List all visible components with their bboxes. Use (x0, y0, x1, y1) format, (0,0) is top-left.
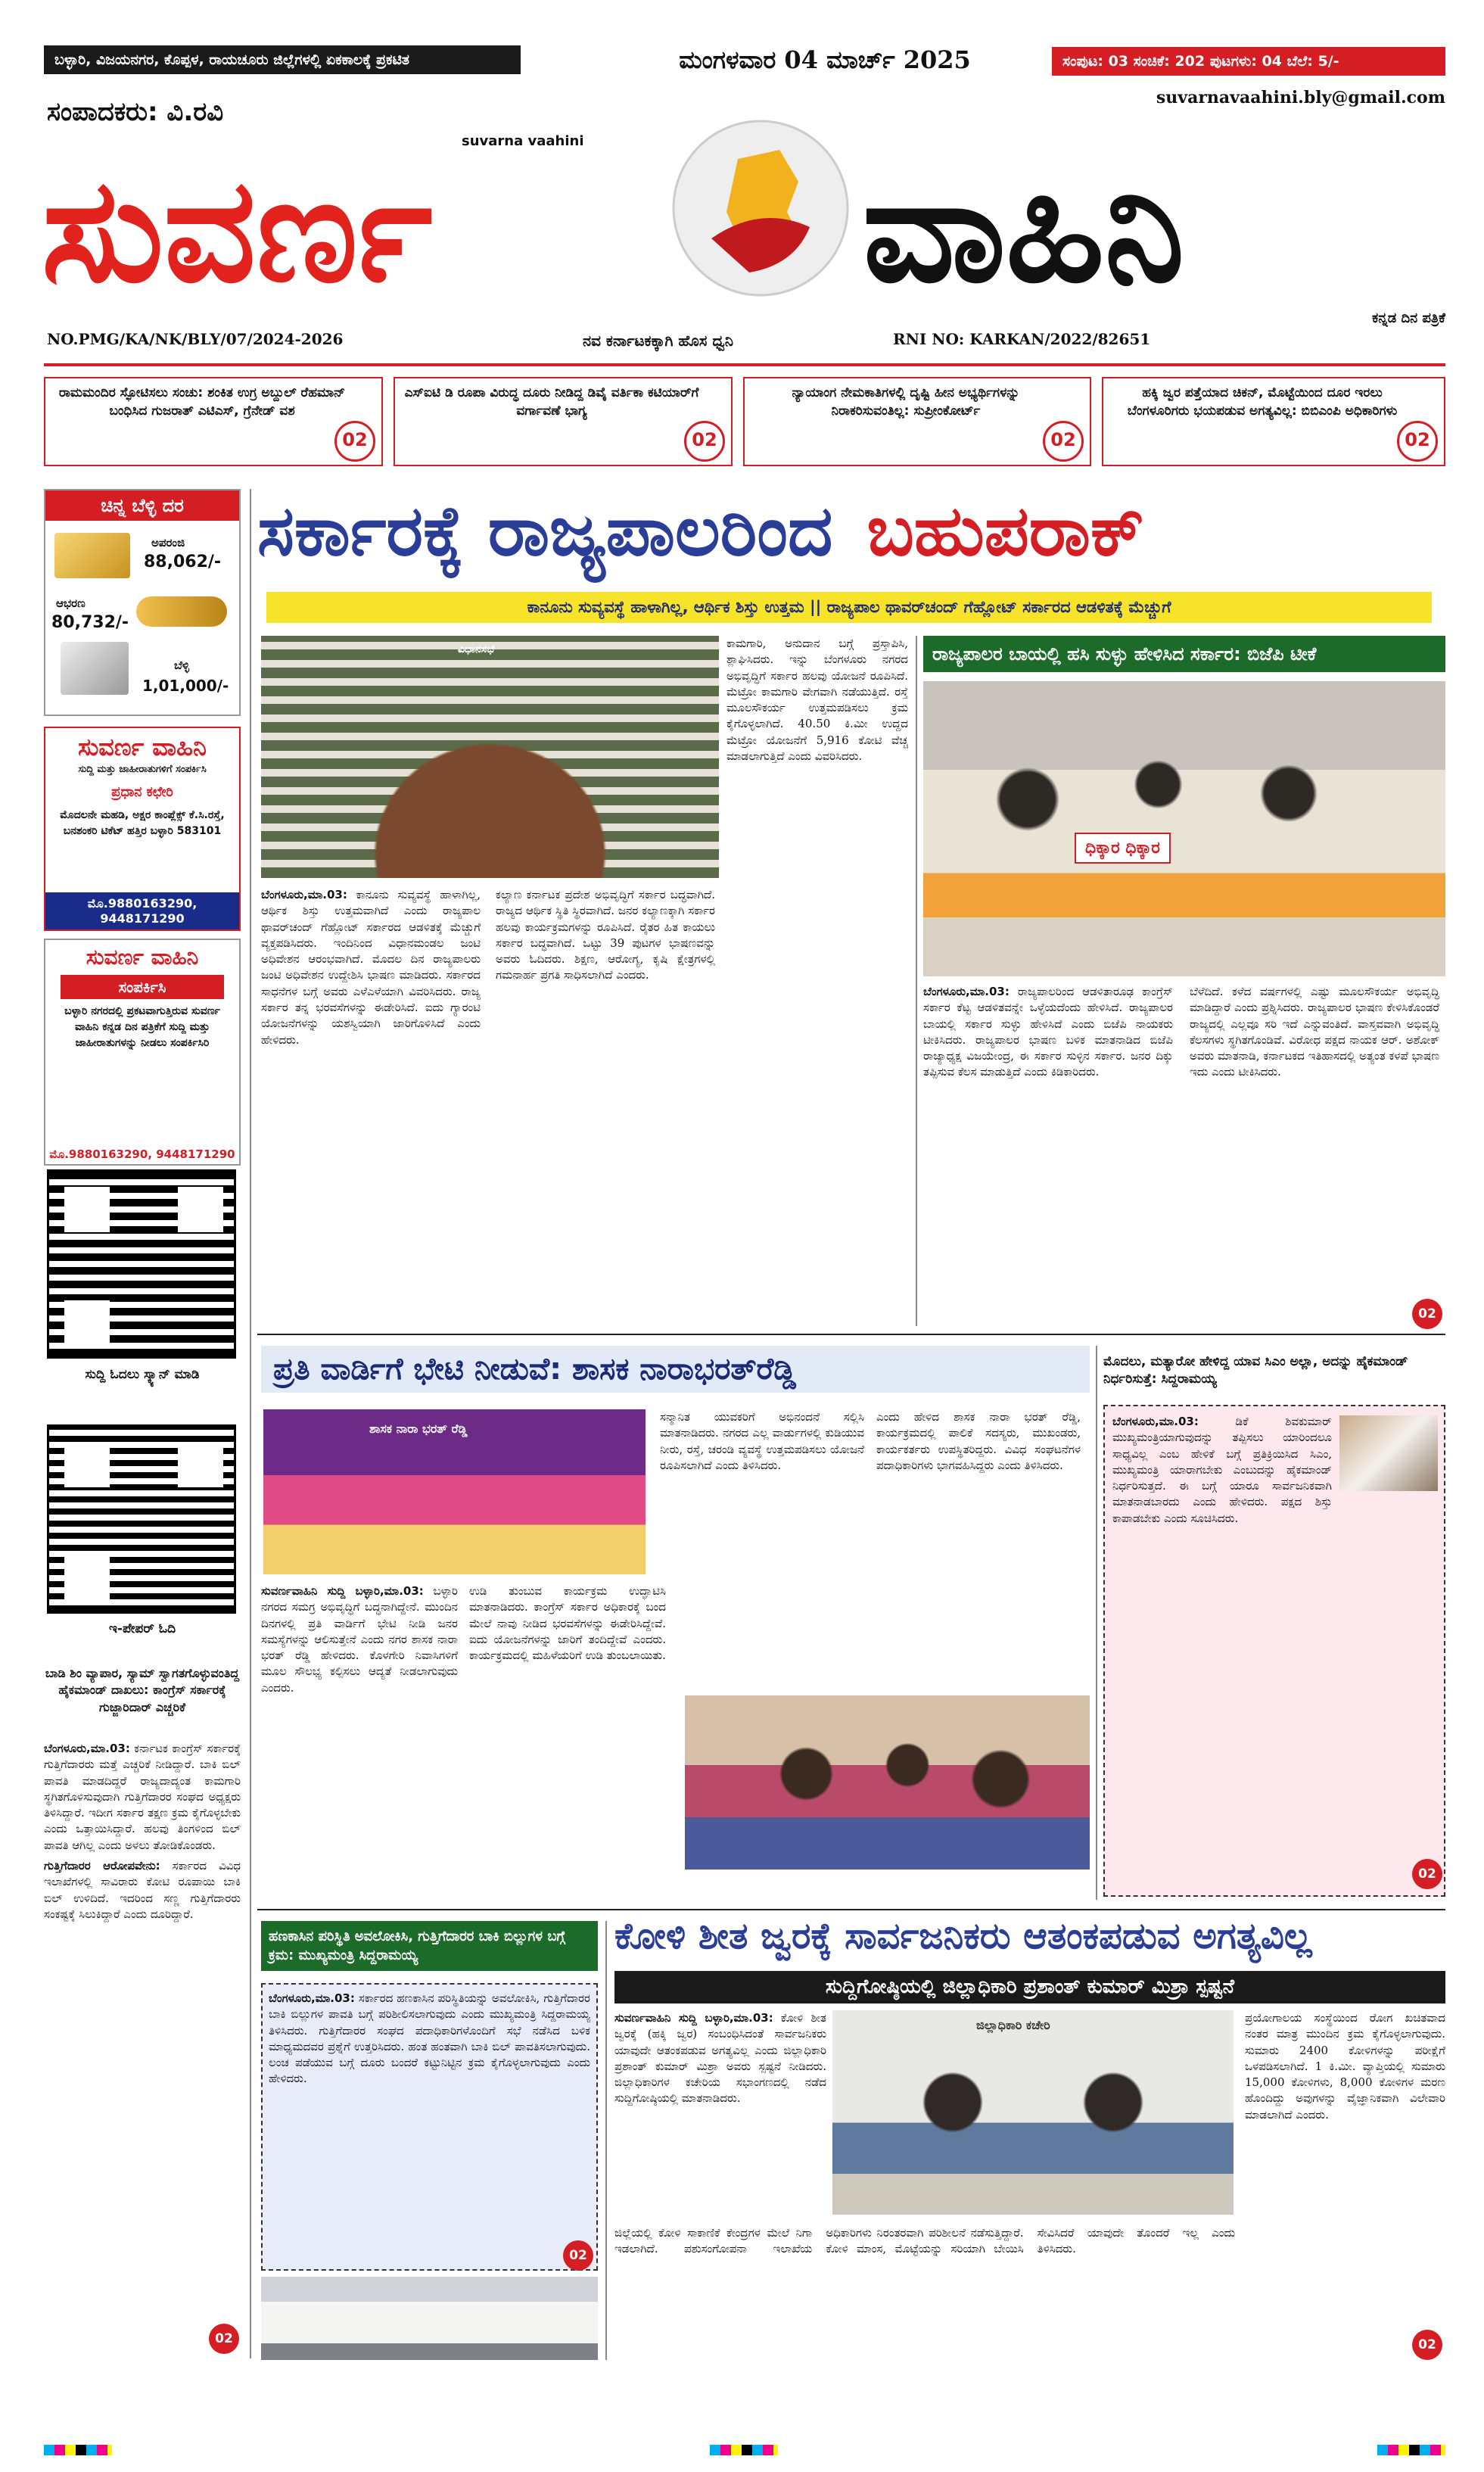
ad-office: ಪ್ರಧಾನ ಕಛೇರಿ (111, 784, 173, 800)
ad-sub: ಸುದ್ದಿ ಮತ್ತು ಜಾಹೀರಾತುಗಳಿಗೆ ಸಂಪರ್ಕಿಸಿ (78, 764, 207, 775)
sidebar-divider (250, 489, 251, 2358)
reg-number: NO.PMG/KA/NK/BLY/07/2024-2026 (47, 330, 344, 348)
lead-divider (916, 636, 917, 1326)
ward-col-4-text: ಎಂದು ಹೇಳಿದ ಶಾಸಕ ನಾರಾ ಭರತ್ ರೆಡ್ಡಿ, ಕಾರ್ಯಕ್ರಮದಲ್ಲಿ ಪಾಲಿಕೆ ಸದಸ್ಯರು, ಮುಖಂಡರು, ಕಾರ್ಯಕರ್ತರು ಉಪಸ್ಥಿತರಿದ್ದರು. ವಿವಿಧ ಸಂಘಟನೆಗಳ ಪದಾಧಿಕಾರಿಗಳು ಭಾಗವಹಿಸಿದ್ದರು ಎಂದು ತಿಳಿಸಿದರು. (876, 1410, 1081, 1472)
teaser-page: 02 (1397, 421, 1438, 462)
lead-headline (257, 490, 1445, 574)
lead-dateline: ಬೆಂಗಳೂರು,ಮಾ.03: (261, 888, 347, 901)
silver-bars-icon (61, 642, 129, 695)
ad-brand: ಸುವರ್ಣ ವಾಹಿನಿ (78, 733, 207, 761)
left-story-body (44, 1741, 241, 2316)
bird-flu-col-2 (614, 2225, 1235, 2360)
contract-box (261, 1983, 598, 2271)
silver-label: ಬೆಳ್ಳಿ (174, 658, 189, 672)
ward-col-1 (261, 1583, 458, 1901)
cm-photo (1339, 1415, 1438, 1491)
press-meet-photo (832, 2010, 1234, 2215)
logo-left: ಸುವರ್ಣ (42, 147, 433, 314)
ward-stage-banner: ಶಾಸಕ ನಾರಾ ಭರತ್ ರೆಡ್ಡಿ (369, 1421, 468, 1436)
bjp-protest-photo (923, 681, 1445, 976)
cm-note-box (1103, 1405, 1445, 1897)
small-brand: suvarna vaahini (462, 133, 584, 149)
bjp-col-2-text: ಬೆಳೆದಿದೆ. ಕಳೆದ ವರ್ಷಗಳಲ್ಲಿ ಎಷ್ಟು ಮೂಲಸೌಕರ್ಯ ಅಭಿವೃದ್ಧಿ ಮಾಡಿದ್ದಾರೆ ಎಂದು ಪ್ರಶ್ನಿಸಿದರು. ರಾಜ್ಯಪಾಲರ ಭಾಷಣ ಕೇಳಿಸಿಕೊಂಡರೆ ರಾಜ್ಯದಲ್ಲಿ ಎಲ್ಲವೂ ಸರಿ ಇದೆ ಎನ್ನುವಂತಿದೆ. ವಾಸ್ತವವಾಗಿ ಅಭಿವೃದ್ಧಿ ಕೆಲಸಗಳು ಸ್ಥಗಿತಗೊಂಡಿವೆ. ವಿರೋಧ ಪಕ್ಷದ ನಾಯಕ ಆರ್. ಅಶೋಕ್ ಅವರು ಮಾತನಾಡಿ, ಕರ್ನಾಟಕದ ಇತಿಹಾಸದಲ್ಲಿ ಅತ್ಯಂತ ಕಳಪೆ ಭಾಷಣ ಇದು ಎಂದು ಟೀಕಿಸಿದರು. (1190, 985, 1439, 1079)
teaser-text: ಹಕ್ಕಿ ಜ್ವರ ಪತ್ತೆಯಾದ ಚಿಕನ್, ಮೊಟ್ಟೆಯಿಂದ ದೂರ ಇರಲು ಬೆಂಗಳೂರಿಗರು ಭಯಪಡುವ ಅಗತ್ಯವಿಲ್ಲ: ಬಿಬಿಎಂಪಿ ಅಧಿಕಾರಿಗಳು (1127, 385, 1398, 419)
bird-flu-col-3-text: ಪ್ರಯೋಗಾಲಯ ಸಂಸ್ಥೆಯಿಂದ ರೋಗ ಖಚಿತವಾದ ನಂತರ ಮಾತ್ರ ಮುಂದಿನ ಕ್ರಮ ಕೈಗೊಳ್ಳಲಾಗುವುದು. ಸುಮಾರು 2400 ಕೋಳಿಗಳನ್ನು ಪರೀಕ್ಷೆಗೆ ಒಳಪಡಿಸಲಾಗಿದೆ. 1 ಕಿ.ಮೀ. ವ್ಯಾಪ್ತಿಯಲ್ಲಿ ಸುಮಾರು 15,000 ಕೋಳಿಗಳು, 8,000 ಕೋಳಿಗಳ ಮರಣ ಹೊಂದಿದ್ದು ಅವುಗಳನ್ನು ವೈಜ್ಞಾನಿಕವಾಗಿ ವಿಲೇವಾರಿ ಮಾಡಲಾಗಿದೆ ಎಂದರು. (1245, 2011, 1445, 2122)
bird-flu-col-3 (1245, 2010, 1445, 2351)
teaser-text: ರಾಮಮಂದಿರ ಸ್ಫೋಟಿಸಲು ಸಂಚು: ಶಂಕಿತ ಉಗ್ರ ಅಬ್ದುಲ್ ರೆಹಮಾನ್ ಬಂಧಿಸಿದ ಗುಜರಾತ್ ಎಟಿಎಸ್, ಗ್ರೆನೇಡ್ ವಶ (58, 385, 346, 419)
cm-note-text: ಡಿಕೆ ಶಿವಕುಮಾರ್ ಮುಖ್ಯಮಂತ್ರಿಯಾಗುವುದನ್ನು ತಪ್ಪಿಸಲು ಯಾರಿಂದಲೂ ಸಾಧ್ಯವಿಲ್ಲ ಎಂಬ ಹೇಳಿಕೆ ಬಗ್ಗೆ ಪ್ರತಿಕ್ರಿಯಿಸಿದ ಸಿಎಂ, ಮುಖ್ಯಮಂತ್ರಿ ಯಾರಾಗಬೇಕು ಎಂಬುದನ್ನು ಹೈಕಮಾಂಡ್ ನಿರ್ಧರಿಸುತ್ತದೆ. ಈ ಬಗ್ಗೆ ಯಾರೂ ಸಾರ್ವಜನಿಕವಾಗಿ ಮಾತನಾಡಬಾರದು ಎಂದು ಹೇಳಿದರು. ಪಕ್ಷದ ಶಿಸ್ತು ಕಾಪಾಡಬೇಕು ಎಂದು ಸೂಚಿಸಿದರು. (1112, 1415, 1332, 1525)
ad-phone: ಮೊ.9880163290, 9448171290 (45, 892, 239, 929)
cm-note-body (1112, 1414, 1332, 1883)
teaser-page: 02 (334, 421, 375, 462)
bjp-col-1-text: ರಾಜ್ಯಪಾಲರಿಂದ ಆಡಳಿತಾರೂಢ ಕಾಂಗ್ರೆಸ್ ಸರ್ಕಾರ ಕೆಟ್ಟ ಆಡಳಿತವನ್ನೇ ಒಳ್ಳೆಯದೆಂದು ಹೇಳಿಸಿದೆ. ರಾಜ್ಯಪಾಲರ ಬಾಯಲ್ಲಿ ಸರ್ಕಾರ ಸುಳ್ಳು ಹೇಳಿಸಿದೆ ಎಂದು ಬಿಜೆಪಿ ನಾಯಕರು ಟೀಕಿಸಿದರು. ರಾಜ್ಯಪಾಲರ ಭಾಷಣ ಬಳಿಕ ಮಾತನಾಡಿದ ಬಿಜೆಪಿ ರಾಜ್ಯಾಧ್ಯಕ್ಷ ವಿಜಯೇಂದ್ರ, ಈ ಸರ್ಕಾರ ಸುಳ್ಳಿನ ಸರ್ಕಾರ. ಜನರ ದಿಕ್ಕು ತಪ್ಪಿಸುವ ಕೆಲಸ ಮಾಡುತ್ತಿದೆ ಎಂದು ಕಿಡಿಕಾರಿದರು. (923, 985, 1173, 1079)
contract-body (269, 1991, 590, 2263)
assembly-photo-label: ವಿಧಾನಸಭೆ (458, 643, 495, 655)
tagline: ನವ ಕರ್ನಾಟಕಕ್ಕಾಗಿ ಹೊಸ ಧ್ವನಿ (583, 332, 734, 350)
bird-flu-col-1 (614, 2010, 826, 2165)
bird-flu-col-2-text: ಜಿಲ್ಲೆಯಲ್ಲಿ ಕೋಳಿ ಸಾಕಾಣಿಕೆ ಕೇಂದ್ರಗಳ ಮೇಲೆ ನಿಗಾ ಇಡಲಾಗಿದೆ. ಪಶುಸಂಗೋಪನಾ ಇಲಾಖೆಯ ಅಧಿಕಾರಿಗಳು ನಿರಂತರವಾಗಿ ಪರಿಶೀಲನೆ ನಡೆಸುತ್ತಿದ್ದಾರೆ. ಕೋಳಿ ಮಾಂಸ, ಮೊಟ್ಟೆಯನ್ನು ಸರಿಯಾಗಿ ಬೇಯಿಸಿ ಸೇವಿಸಿದರೆ ಯಾವುದೇ ತೊಂದರೆ ಇಲ್ಲ ಎಂದು ತಿಳಿಸಿದರು. (614, 2226, 1235, 2256)
bird-flu-page: 02 (1412, 2330, 1442, 2360)
office-ad (44, 727, 241, 931)
top-left-bar: ಬಳ್ಳಾರಿ, ವಿಜಯನಗರ, ಕೊಪ್ಪಳ, ರಾಯಚೂರು ಜಿಲ್ಲೆಗಳಲ್ಲಿ ಏಕಕಾಲಕ್ಕೆ ಪ್ರಕಟಿತ (44, 45, 521, 74)
rates-box (44, 489, 241, 716)
gold-bars-icon (54, 533, 130, 578)
issue-date: ಮಂಗಳವಾರ 04 ಮಾರ್ಚ್ 2025 (679, 45, 971, 74)
editor-line: ಸಂಪಾದಕರು: ವಿ.ರವಿ (47, 97, 224, 127)
silver-value: 1,01,000/- (142, 677, 229, 695)
left-story-headline: ಬಾಡಿ ಶಿಂ ವ್ಯಾಪಾರ, ಸ್ಯಾಮ್ ಸ್ವಾಗತಗೊಳ್ಳುವಂತಿದ್ದ ಹೈಕಮಾಂಡ್ ದಾಖಲು: ಕಾಂಗ್ರೆಸ್ ಸರ್ಕಾರಕ್ಕೆ ಗುಜ್ಜಾರಿದಾರ್ ಎಚ್ಚರಿಕೆ (45, 1666, 240, 1714)
gold-chain-icon (136, 596, 227, 627)
teaser-text: ಎಸ್‌ಐಟಿ ಡಿ ರೂಪಾ ವಿರುದ್ಧ ದೂರು ನೀಡಿದ್ದ ಡಿವೈ ವರ್ತಿಕಾ ಕಟಿಯಾರ್‌ಗೆ ವರ್ಗಾವಣೆ ಭಾಗ್ಯ (404, 385, 699, 419)
bird-flu-dateline: ಸುವರ್ಣವಾಹಿನಿ ಸುದ್ದಿ ಬಳ್ಳಾರಿ,ಮಾ.03: (614, 2011, 773, 2025)
lead-col-3 (726, 636, 908, 1326)
email[interactable]: suvarnavaahini.bly@gmail.com (1156, 88, 1445, 107)
contract-photo (261, 2277, 598, 2360)
bjp-col-1 (923, 984, 1173, 1326)
left-story-page: 02 (209, 2324, 239, 2354)
cm-note-headline: ಮೊದಲು, ಮತ್ಯಾರೋ ಹೇಳಿದ್ದ ಯಾವ ಸಿಎಂ ಅಲ್ಲಾ, ಅದನ್ನು ಹೈಕಮಾಂಡ್ ನಿರ್ಧರಿಸುತ್ತೆ: ಸಿದ್ದರಾಮಯ್ಯ (1103, 1354, 1408, 1387)
lead-subhead: ಕಾನೂನು ಸುವ್ಯವಸ್ಥೆ ಹಾಳಾಗಿಲ್ಲ, ಆರ್ಥಿಕ ಶಿಸ್ತು ಉತ್ತಮ || ರಾಜ್ಯಪಾಲ ಥಾವರ್‌ಚಂದ್ ಗೆಹ್ಲೋಟ್ ಸರ್ಕಾರದ ಆಡಳಿತಕ್ಕೆ ಮೆಚ್ಚುಗೆ (266, 592, 1432, 623)
qr-code-news[interactable] (47, 1169, 236, 1359)
rates-title: ಚಿನ್ನ ಬೆಳ್ಳಿ ದರ (45, 490, 239, 521)
ad2-title: ಸಂಪರ್ಕಿಸಿ (61, 975, 224, 999)
lower-rule (257, 1909, 1445, 1910)
lead-col-2 (496, 887, 715, 1326)
ward-col-1-text: ಬಳ್ಳಾರಿ ನಗರದ ಸಮಗ್ರ ಅಭಿವೃದ್ಧಿಗೆ ಬದ್ಧನಾಗಿದ್ದೇನೆ. ಮುಂದಿನ ದಿನಗಳಲ್ಲಿ ಪ್ರತಿ ವಾರ್ಡಿಗೆ ಭೇಟಿ ನೀಡಿ ಜನರ ಸಮಸ್ಯೆಗಳನ್ನು ಆಲಿಸುತ್ತೇನೆ ಎಂದು ನಗರ ಶಾಸಕ ನಾರಾ ಭರತ್ ರೆಡ್ಡಿ ಹೇಳಿದರು. ಕೊಳಗೇರಿ ನಿವಾಸಿಗಳಿಗೆ ಮೂಲ ಸೌಲಭ್ಯ ಕಲ್ಪಿಸಲು ಆದ್ಯತೆ ನೀಡಲಾಗುವುದು ಎಂದರು. (261, 1584, 458, 1695)
mid-rule (257, 1334, 1445, 1335)
ward-col-3 (660, 1409, 864, 1689)
teaser-4[interactable] (1102, 377, 1445, 466)
rni-number: RNI NO: KARKAN/2022/82651 (893, 330, 1151, 348)
contract-text: ಸರ್ಕಾರದ ಹಣಕಾಸಿನ ಪರಿಸ್ಥಿತಿಯನ್ನು ಅವಲೋಕಿಸಿ, ಗುತ್ತಿಗೆದಾರರ ಬಾಕಿ ಬಿಲ್ಲುಗಳ ಪಾವತಿ ಬಗ್ಗೆ ಪರಿಶೀಲಿಸಲಾಗುವುದು ಎಂದು ಮುಖ್ಯಮಂತ್ರಿ ಸಿದ್ದರಾಮಯ್ಯ ತಿಳಿಸಿದರು. ಗುತ್ತಿಗೆದಾರರ ಸಂಘದ ಪದಾಧಿಕಾರಿಗಳೊಂದಿಗೆ ಸಭೆ ನಡೆಸಿದ ಬಳಿಕ ಮಾಧ್ಯಮದವರ ಪ್ರಶ್ನೆಗೆ ಉತ್ತರಿಸಿದರು. ಹಂತ ಹಂತವಾಗಿ ಬಾಕಿ ಬಿಲ್ ಪಾವತಿಸಲಾಗುವುದು. ಲಂಚ ಪಡೆಯುವ ಬಗ್ಗೆ ದೂರು ಬಂದರೆ ಕಟ್ಟುನಿಟ್ಟಿನ ಕ್ರಮ ಕೈಗೊಳ್ಳಲಾಗುವುದು ಎಂದು ಹೇಳಿದರು. (269, 1991, 590, 2086)
gold22-value: 80,732/- (51, 613, 129, 632)
protest-sign: ಧಿಕ್ಕಾರ ಧಿಕ್ಕಾರ (1075, 833, 1171, 864)
lead-headline-b: ಬಹುಪರಾಕ್ (866, 490, 1145, 571)
teaser-text: ನ್ಯಾಯಾಂಗ ನೇಮಕಾತಿಗಳಲ್ಲಿ ದೃಷ್ಟಿ ಹೀನ ಅಭ್ಯರ್ಥಿಗಳನ್ನು ನಿರಾಕರಿಸುವಂತಿಲ್ಲ: ಸುಪ್ರೀಂಕೋರ್ಟ್ (792, 385, 1020, 419)
teaser-2[interactable] (394, 377, 733, 466)
left-story-text: ಕರ್ನಾಟಕ ಕಾಂಗ್ರೆಸ್ ಸರ್ಕಾರಕ್ಕೆ ಗುತ್ತಿಗೆದಾರರು ಮತ್ತೆ ಎಚ್ಚರಿಕೆ ನೀಡಿದ್ದಾರೆ. ಬಾಕಿ ಬಿಲ್ ಪಾವತಿ ಮಾಡದಿದ್ದರೆ ರಾಜ್ಯದಾದ್ಯಂತ ಕಾಮಗಾರಿ ಸ್ಥಗಿತಗೊಳಿಸುವುದಾಗಿ ಗುತ್ತಿಗೆದಾರರ ಸಂಘದ ಅಧ್ಯಕ್ಷರು ತಿಳಿಸಿದ್ದಾರೆ. ಇದೀಗ ಸರ್ಕಾರ ತಕ್ಷಣ ಕ್ರಮ ಕೈಗೊಳ್ಳಬೇಕು ಎಂದು ಒತ್ತಾಯಿಸಿದ್ದಾರೆ. ಹಲವು ತಿಂಗಳಿಂದ ಬಿಲ್ ಪಾವತಿ ಆಗಿಲ್ಲ ಎಂದು ಅಳಲು ತೋಡಿಕೊಂಡರು. (44, 1742, 241, 1852)
gold24-value: 88,062/- (144, 553, 222, 571)
qr-caption-news: ಸುದ್ದಿ ಓದಲು ಸ್ಕ್ಯಾನ್ ಮಾಡಿ (85, 1367, 200, 1382)
left-story-subhead: ಗುತ್ತಿಗೆದಾರರ ಆರೋಪವೇನು: (44, 1859, 160, 1873)
ward-divider (1096, 1346, 1097, 1900)
ad2-body: ಬಳ್ಳಾರಿ ನಗರದಲ್ಲಿ ಪ್ರಕಟವಾಗುತ್ತಿರುವ ಸುವರ್ಣ ವಾಹಿನಿ ಕನ್ನಡ ದಿನ ಪತ್ರಿಕೆಗೆ ಸುದ್ದಿ ಮತ್ತು ಜಾಹೀರಾತುಗಳನ್ನು ನೀಡಲು ಸಂಪರ್ಕಿಸಿರಿ (64, 1005, 220, 1049)
ward-stage-photo (263, 1409, 646, 1574)
assembly-photo (261, 636, 719, 878)
bjp-page: 02 (1412, 1299, 1442, 1329)
contract-page: 02 (563, 2240, 593, 2271)
teaser-3[interactable] (743, 377, 1091, 466)
lead-headline-a: ಸರ್ಕಾರಕ್ಕೆ ರಾಜ್ಯಪಾಲರಿಂದ (257, 490, 833, 571)
ward-headline: ಪ್ರತಿ ವಾರ್ಡಿಗೆ ಭೇಟಿ ನೀಡುವೆ: ಶಾಸಕ ನಾರಾಭರತ್‌ರೆಡ್ಡಿ (261, 1346, 1090, 1393)
gold24-label: ಅಪರಂಜಿ (151, 536, 185, 550)
bjp-dateline: ಬೆಂಗಳೂರು,ಮಾ.03: (923, 985, 1010, 998)
contract-divider (605, 1921, 607, 2360)
ad2-phone: ಮೊ.9880163290, 9448171290 (49, 1147, 235, 1161)
masthead-rule (44, 363, 1445, 366)
daily-label: ಕನ್ನಡ ದಿನ ಪತ್ರಿಕೆ (1372, 310, 1445, 326)
lead-col-1 (261, 887, 481, 1326)
qr-caption-epaper: ಇ-ಪೇಪರ್ ಓದಿ (108, 1621, 176, 1636)
contact-ad (44, 939, 241, 1166)
bird-flu-col-1-text: ಕೋಳಿ ಶೀತ ಜ್ವರಕ್ಕೆ (ಹಕ್ಕಿ ಜ್ವರ) ಸಂಬಂಧಿಸಿದಂತೆ ಸಾರ್ವಜನಿಕರು ಯಾವುದೇ ಆತಂಕಪಡುವ ಅಗತ್ಯವಿಲ್ಲ ಎಂದು ಜಿಲ್ಲಾಧಿಕಾರಿ ಪ್ರಶಾಂತ್ ಕುಮಾರ್ ಮಿಶ್ರಾ ಅವರು ಸ್ಪಷ್ಟನೆ ನೀಡಿದರು. ಜಿಲ್ಲಾಧಿಕಾರಿಗಳ ಕಚೇರಿಯ ಸಭಾಂಗಣದಲ್ಲಿ ನಡೆದ ಸುದ್ದಿಗೋಷ್ಠಿಯಲ್ಲಿ ಮಾತನಾಡಿದರು. (614, 2011, 826, 2106)
contract-dateline: ಬೆಂಗಳೂರು,ಮಾ.03: (269, 1991, 355, 2005)
qr-code-epaper[interactable] (47, 1424, 236, 1614)
teaser-page: 02 (684, 421, 725, 462)
ad-address: ಮೊದಲನೇ ಮಹಡಿ, ಅಕ್ಷರ ಕಾಂಪ್ಲೆಕ್ಸ್ ಕೆ.ಸಿ.ರಸ್ತೆ, ಬನಶಂಕರಿ ಟಿಕೆಟ್ ಹತ್ತಿರ ಬಳ್ಳಾರಿ 583101 (60, 809, 225, 837)
karnataka-emblem-icon (666, 114, 855, 303)
ward-col-2 (469, 1583, 666, 1901)
issue-info: ಸಂಪುಟ: 03 ಸಂಚಿಕೆ: 202 ಪುಟಗಳು: 04 ಬೆಲೆ: 5/- (1052, 47, 1445, 76)
bjp-col-2 (1190, 984, 1439, 1326)
bjp-headline: ರಾಜ್ಯಪಾಲರ ಬಾಯಲ್ಲಿ ಹಸಿ ಸುಳ್ಳು ಹೇಳಿಸಿದ ಸರ್ಕಾರ: ಬಿಜೆಪಿ ಟೀಕೆ (923, 636, 1445, 672)
ward-col-2-text: ಉಡಿ ತುಂಬುವ ಕಾರ್ಯಕ್ರಮ ಉದ್ಘಾಟಿಸಿ ಮಾತನಾಡಿದರು. ಕಾಂಗ್ರೆಸ್ ಸರ್ಕಾರ ಅಧಿಕಾರಕ್ಕೆ ಬಂದ ಮೇಲೆ ನಾವು ನೀಡಿದ ಭರವಸೆಗಳನ್ನು ಈಡೇರಿಸಿದ್ದೇವೆ. ಐದು ಯೋಜನೆಗಳನ್ನು ಜಾರಿಗೆ ತಂದಿದ್ದೇವೆ ಎಂದರು. ಕಾರ್ಯಕ್ರಮದಲ್ಲಿ ಮಹಿಳೆಯರಿಗೆ ಉಡಿ ತುಂಬಲಾಯಿತು. (469, 1584, 666, 1663)
left-story-text-2: ಸರ್ಕಾರದ ವಿವಿಧ ಇಲಾಖೆಗಳಲ್ಲಿ ಸಾವಿರಾರು ಕೋಟಿ ರೂಪಾಯಿ ಬಾಕಿ ಬಿಲ್ ಉಳಿದಿದೆ. ಇದರಿಂದ ಸಣ್ಣ ಗುತ್ತಿಗೆದಾರರು ಸಂಕಷ್ಟಕ್ಕೆ ಸಿಲುಕಿದ್ದಾರೆ ಎಂದು ದೂರಿದ್ದಾರೆ. (44, 1859, 241, 1921)
ward-col-3-text: ಸನ್ಮಾನಿತ ಯುವಕರಿಗೆ ಅಭಿನಂದನೆ ಸಲ್ಲಿಸಿ ಮಾತನಾಡಿದರು. ನಗರದ ಎಲ್ಲ ವಾರ್ಡುಗಳಲ್ಲಿ ಕುಡಿಯುವ ನೀರು, ರಸ್ತೆ, ಚರಂಡಿ ವ್ಯವಸ್ಥೆ ಉತ್ತಮಪಡಿಸಲು ಯೋಜನೆ ರೂಪಿಸಲಾಗಿದೆ ಎಂದು ತಿಳಿಸಿದರು. (660, 1410, 864, 1472)
contract-headline: ಹಣಕಾಸಿನ ಪರಿಸ್ಥಿತಿ ಅವಲೋಕಿಸಿ, ಗುತ್ತಿಗೆದಾರರ ಬಾಕಿ ಬಿಲ್ಲುಗಳ ಬಗ್ಗೆ ಕ್ರಮ: ಮುಖ್ಯಮಂತ್ರಿ ಸಿದ್ದರಾಮಯ್ಯ (261, 1921, 598, 1971)
left-story-dateline: ಬೆಂಗಳೂರು,ಮಾ.03: (44, 1742, 130, 1755)
bird-flu-subhead: ಸುದ್ದಿಗೋಷ್ಠಿಯಲ್ಲಿ ಜಿಲ್ಲಾಧಿಕಾರಿ ಪ್ರಶಾಂತ್ ಕುಮಾರ್ ಮಿಶ್ರಾ ಸ್ಪಷ್ಟನೆ (614, 1971, 1445, 2003)
ward-col-4 (876, 1409, 1081, 1689)
ward-dateline: ಸುವರ್ಣವಾಹಿನಿ ಸುದ್ದಿ ಬಳ್ಳಾರಿ,ಮಾ.03: (261, 1584, 424, 1598)
lead-col-3-text: ಕಾಮಗಾರಿ, ಅನುದಾನ ಬಗ್ಗೆ ಪ್ರಸ್ತಾಪಿಸಿ, ಶ್ಲಾಘಿಸಿದರು. ಇನ್ನು ಬೆಂಗಳೂರು ನಗರದ ಅಭಿವೃದ್ಧಿಗೆ ಸರ್ಕಾರ ಹಲವು ಯೋಜನೆ ರೂಪಿಸಿದೆ. ಮೆಟ್ರೋ ಕಾಮಗಾರಿ ವೇಗವಾಗಿ ನಡೆಯುತ್ತಿದೆ. ರಸ್ತೆ ಮೂಲಸೌಕರ್ಯ ಉತ್ತಮಪಡಿಸಲು ಕ್ರಮ ಕೈಗೊಳ್ಳಲಾಗಿದೆ. 40.50 ಕಿ.ಮೀ ಉದ್ದದ ಮೆಟ್ರೋ ಯೋಜನೆಗೆ 5,916 ಕೋಟಿ ವೆಚ್ಚ ಮಾಡಲಾಗುತ್ತಿದೆ ಎಂದು ವಿವರಿಸಿದರು. (726, 637, 908, 764)
cm-dateline: ಬೆಂಗಳೂರು,ಮಾ.03: (1112, 1415, 1199, 1428)
gold22-label: ಆಭರಣ (56, 596, 86, 610)
teaser-1[interactable] (44, 377, 383, 466)
logo-right: ವಾಹಿನಿ (863, 147, 1185, 314)
teaser-page: 02 (1043, 421, 1084, 462)
cm-note-page: 02 (1412, 1859, 1442, 1889)
press-meet-label: ಜಿಲ್ಲಾಧಿಕಾರಿ ಕಚೇರಿ (976, 2018, 1050, 2032)
registration-marks (44, 2445, 1445, 2455)
bird-flu-headline: ಕೋಳಿ ಶೀತ ಜ್ವರಕ್ಕೆ ಸಾರ್ವಜನಿಕರು ಆತಂಕಪಡುವ ಅಗತ್ಯವಿಲ್ಲ (614, 1915, 1312, 1957)
ad2-brand: ಸುವರ್ಣ ವಾಹಿನಿ (86, 945, 199, 970)
lead-col-1-text: ಕಾನೂನು ಸುವ್ಯವಸ್ಥೆ ಹಾಳಾಗಿಲ್ಲ, ಆರ್ಥಿಕ ಶಿಸ್ತು ಉತ್ತಮವಾಗಿದೆ ಎಂದು ರಾಜ್ಯಪಾಲ ಥಾವರ್‌ಚಂದ್ ಗೆಹ್ಲೋಟ್ ಸರ್ಕಾರದ ಆಡಳಿತಕ್ಕೆ ಮೆಚ್ಚುಗೆ ವ್ಯಕ್ತಪಡಿಸಿದರು. ಇಂದಿನಿಂದ ವಿಧಾನಮಂಡಲ ಜಂಟಿ ಅಧಿವೇಶನ ಆರಂಭವಾಗಿದೆ. ಮೊದಲ ದಿನ ರಾಜ್ಯಪಾಲರು ಜಂಟಿ ಅಧಿವೇಶನ ಉದ್ದೇಶಿಸಿ ಭಾಷಣ ಮಾಡಿದರು. ಸರ್ಕಾರದ ಸಾಧನೆಗಳ ಬಗ್ಗೆ ಅವರು ಎಳೆಎಳೆಯಾಗಿ ವಿವರಿಸಿದರು. ರಾಜ್ಯ ಸರ್ಕಾರ ತನ್ನ ಭರವಸೆಗಳನ್ನು ಈಡೇರಿಸಿದೆ. ಐದು ಗ್ಯಾರಂಟಿ ಯೋಜನೆಗಳನ್ನು ಯಶಸ್ವಿಯಾಗಿ ಜಾರಿಗೊಳಿಸಿದೆ ಎಂದು ಹೇಳಿದರು. (261, 888, 481, 1047)
lead-col-2-text: ಕಲ್ಯಾಣ ಕರ್ನಾಟಕ ಪ್ರದೇಶ ಅಭಿವೃದ್ಧಿಗೆ ಸರ್ಕಾರ ಬದ್ಧವಾಗಿದೆ. ರಾಜ್ಯದ ಆರ್ಥಿಕ ಸ್ಥಿತಿ ಸ್ಥಿರವಾಗಿದೆ. ಜನರ ಕಲ್ಯಾಣಕ್ಕಾಗಿ ಸರ್ಕಾರ ಹಲವು ಕಾರ್ಯಕ್ರಮಗಳನ್ನು ರೂಪಿಸಿದೆ. ರೈತರ ಹಿತ ಕಾಯಲು ಸರ್ಕಾರ ಬದ್ಧವಾಗಿದೆ. ಒಟ್ಟು 39 ಪುಟಗಳ ಭಾಷಣವನ್ನು ಅವರು ಓದಿದರು. ಶಿಕ್ಷಣ, ಆರೋಗ್ಯ, ಕೃಷಿ ಕ್ಷೇತ್ರಗಳಲ್ಲಿ ಗಮನಾರ್ಹ ಪ್ರಗತಿ ಸಾಧಿಸಲಾಗಿದೆ ಎಂದರು. (496, 888, 715, 982)
ward-crowd-photo (685, 1695, 1090, 1870)
